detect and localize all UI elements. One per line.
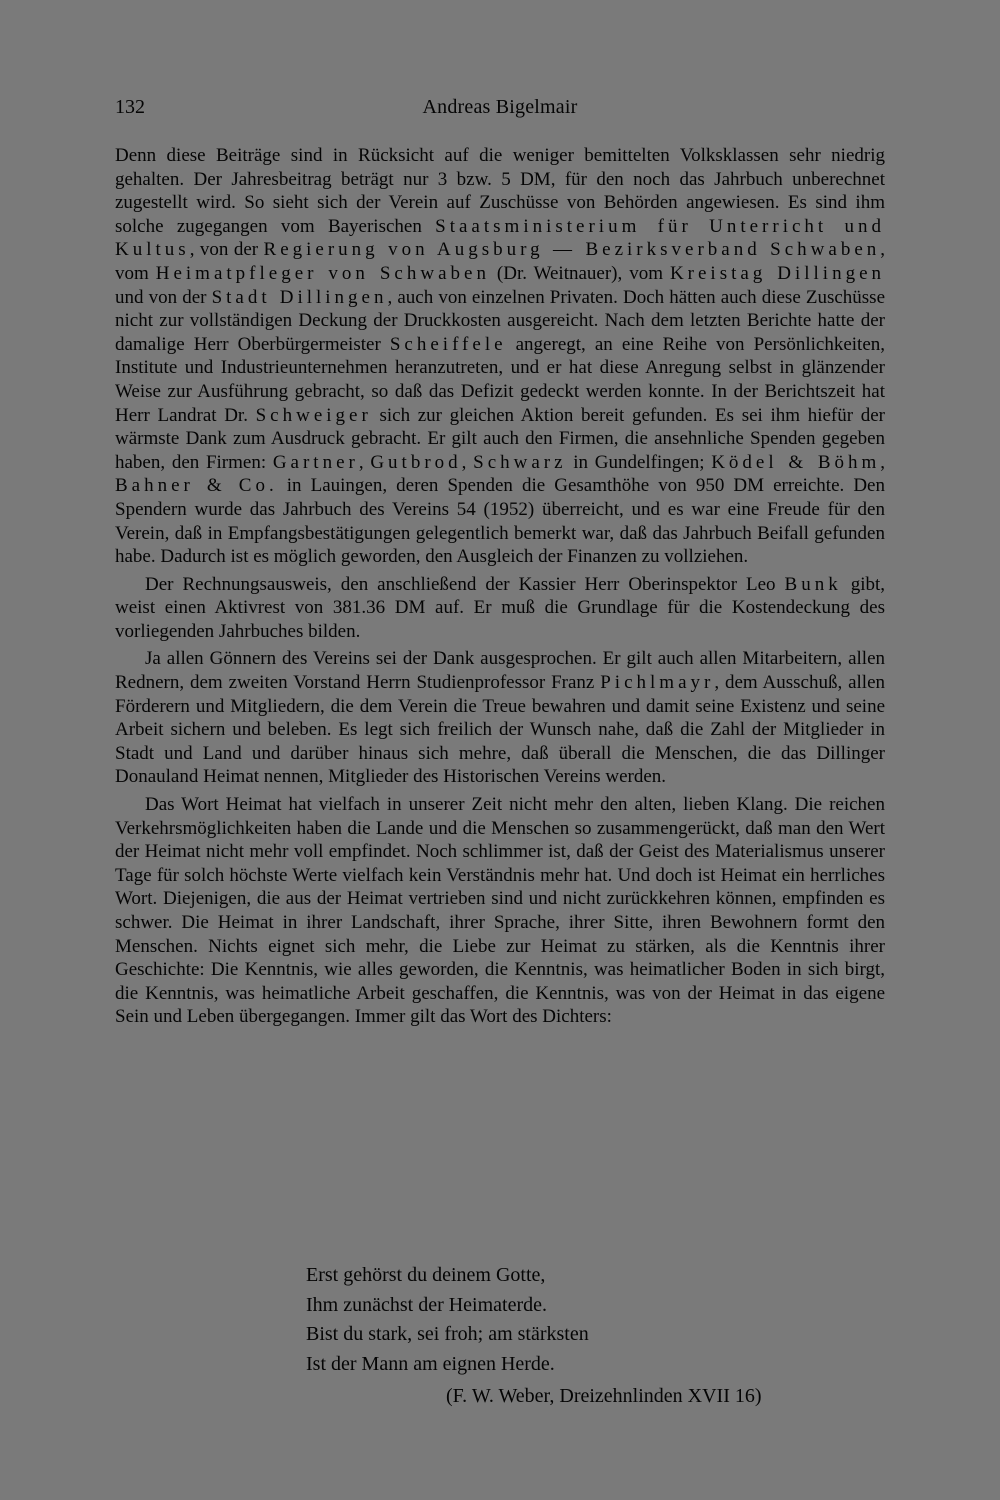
text-run: Der Rechnungsausweis, den anschließend der Kassier Herr Oberinspektor Leo xyxy=(145,573,785,595)
poem-quote xyxy=(306,1261,866,1379)
text-run: Denn diese Beiträge sind in Rücksicht auf die weniger bemittelten Volksklassen sehr niedrig gehalten. Der Jahresbeitrag beträgt nur 3 bzw. 5 DM, für den noch das Jahrbuch unberechnet zugestellt wird. So sieht sich der Verein auf Zuschüsse von Behörden angewiesen. Es sind ihm solche zugegangen vom Bayerischen xyxy=(115,145,885,237)
paragraph-donations xyxy=(115,144,885,569)
spaced-name: Schwarz xyxy=(473,451,567,473)
spaced-name: Ködel & Böhm xyxy=(711,451,881,473)
text-run: , xyxy=(461,451,474,473)
body-text xyxy=(115,144,885,1033)
spaced-name: Gartner xyxy=(272,451,359,473)
spaced-name: Gutbrod xyxy=(370,451,462,473)
page-number: 132 xyxy=(115,96,145,118)
paragraph-thanks xyxy=(115,647,885,789)
spaced-name: Stadt Dillingen xyxy=(211,286,388,308)
text-run: , dem Ausschuß, allen Förderern und Mitgliedern, die dem Verein die Treue bewahren und damit seine Existenz und seine Arbeit sichern und beleben. Es legt sich freilich der Wunsch nahe, daß die Zahl der Mitglieder in Stadt und Land und darüber hinaus sich mehre, daß überall die Menschen, die das Dillinger Donauland Heimat nennen, Mitglieder des Historischen Vereins werden. xyxy=(115,672,885,788)
text-run: angeregt, an eine Reihe von Persönlichkeiten, Institute und Industrieunternehmen heranzutreten, und er hat diese Anregung selbst in glänzender Weise zur Ausführung gebracht, so daß das Defizit gedeckt werden konnte. In der Berichtszeit hat Herr Landrat Dr. xyxy=(115,333,885,426)
poem-line: Ihm zunächst der Heimaterde. xyxy=(306,1293,548,1316)
text-run: , xyxy=(880,451,886,473)
spaced-name: Scheiffele xyxy=(389,333,507,355)
spaced-name: Schweiger xyxy=(255,404,372,426)
spaced-name: Regierung von Augsburg — Bezirksverband Schwaben xyxy=(263,239,881,261)
poem-line: Erst gehörst du deinem Gotte, xyxy=(306,1264,546,1286)
spaced-name: Bunk xyxy=(784,573,842,595)
running-head: Andreas Bigelmair xyxy=(422,96,578,118)
page-header xyxy=(115,92,885,122)
text-run: , von der xyxy=(189,239,264,261)
paragraph-accounts xyxy=(115,573,885,644)
spaced-name: Bahner & Co. xyxy=(115,475,278,497)
text-run: gibt, weist einen Aktivrest von 381.36 DM auf. Er muß die Grundlage für die Kostendeckung des vorliegenden Jahrbuches bilden. xyxy=(115,573,886,642)
text-run: und von der xyxy=(115,286,212,308)
text-run: , auch von einzelnen Privaten. Doch hätten auch diese Zuschüsse nicht zur vollständigen Deckung der Druckkosten ausgereicht. Nach dem letzten Berichte hatte der damalige Herr Oberbürgermeister xyxy=(115,286,885,355)
text-run: sich zur gleichen Aktion bereit gefunden. Es sei ihm hiefür der wärmste Dank zum Ausdruck gebracht. Er gilt auch den Firmen, die ansehnliche Spenden gegeben haben, den Firmen: xyxy=(115,404,885,473)
poem-line: Bist du stark, sei froh; am stärksten xyxy=(306,1323,589,1345)
spaced-name: Kreistag Dillingen xyxy=(669,262,886,284)
spaced-name: Staatsministerium für Unterricht und Kultus xyxy=(115,215,885,261)
text-run: Ja allen Gönnern des Vereins sei der Dank ausgesprochen. Er gilt auch allen Mitarbeitern, allen Rednern, dem zweiten Vorstand Herrn Studienprofessor Franz xyxy=(115,648,885,694)
text-run: , xyxy=(358,451,371,473)
spaced-name: Pichlmayr xyxy=(600,672,715,694)
text-run: in Lauingen, deren Spenden die Gesamthöhe von 950 DM erreichte. Den Spendern wurde das Jahrbuch des Vereins 54 (1952) überreicht, und es war eine Freude für den Verein, daß in Empfangsbestätigungen gelegentlich bemerkt war, daß das Jahrbuch Beifall gefunden habe. Dadurch ist es möglich geworden, den Ausgleich der Finanzen zu vollziehen. xyxy=(115,475,885,568)
text-run: in Gundelfingen; xyxy=(566,451,712,473)
paragraph-heimat xyxy=(115,793,885,1029)
text-run: , vom xyxy=(115,239,886,284)
poem-line: Ist der Mann am eignen Herde. xyxy=(306,1352,555,1375)
spaced-name: Heimatpfleger von Schwaben xyxy=(155,262,490,284)
poem-attribution: (F. W. Weber, Dreizehnlinden XVII 16) xyxy=(446,1385,762,1407)
text-run: (Dr. Weitnauer), vom xyxy=(489,262,670,284)
text-run: Das Wort Heimat hat vielfach in unserer Zeit nicht mehr den alten, lieben Klang. Die reichen Verkehrsmöglichkeiten haben die Lande und die Menschen so zusammengerückt, daß man den Wert der Heimat nicht mehr voll empfindet. Noch schlimmer ist, daß der Geist des Materialismus unserer Tage für solch höchste Werte vielfach kein Verständnis mehr hat. Und doch ist Heimat ein herrliches Wort. Diejenigen, die aus der Heimat vertrieben sind und nicht zurückkehren können, empfinden es schwer. Die Heimat in ihrer Landschaft, ihrer Sprache, ihrer Sitte, ihren Bewohnern formt den Menschen. Nichts eignet sich mehr, die Liebe zur Heimat zu stärken, als die Kenntnis ihrer Geschichte: Die Kenntnis, wie alles geworden, die Kenntnis, was heimatlicher Boden in sich birgt, die Kenntnis, was heimatliche Arbeit geschaffen, die Kenntnis, was von der Heimat in das eigene Sein und Leben übergegangen. Immer gilt das Wort des Dichters: xyxy=(115,794,885,1028)
